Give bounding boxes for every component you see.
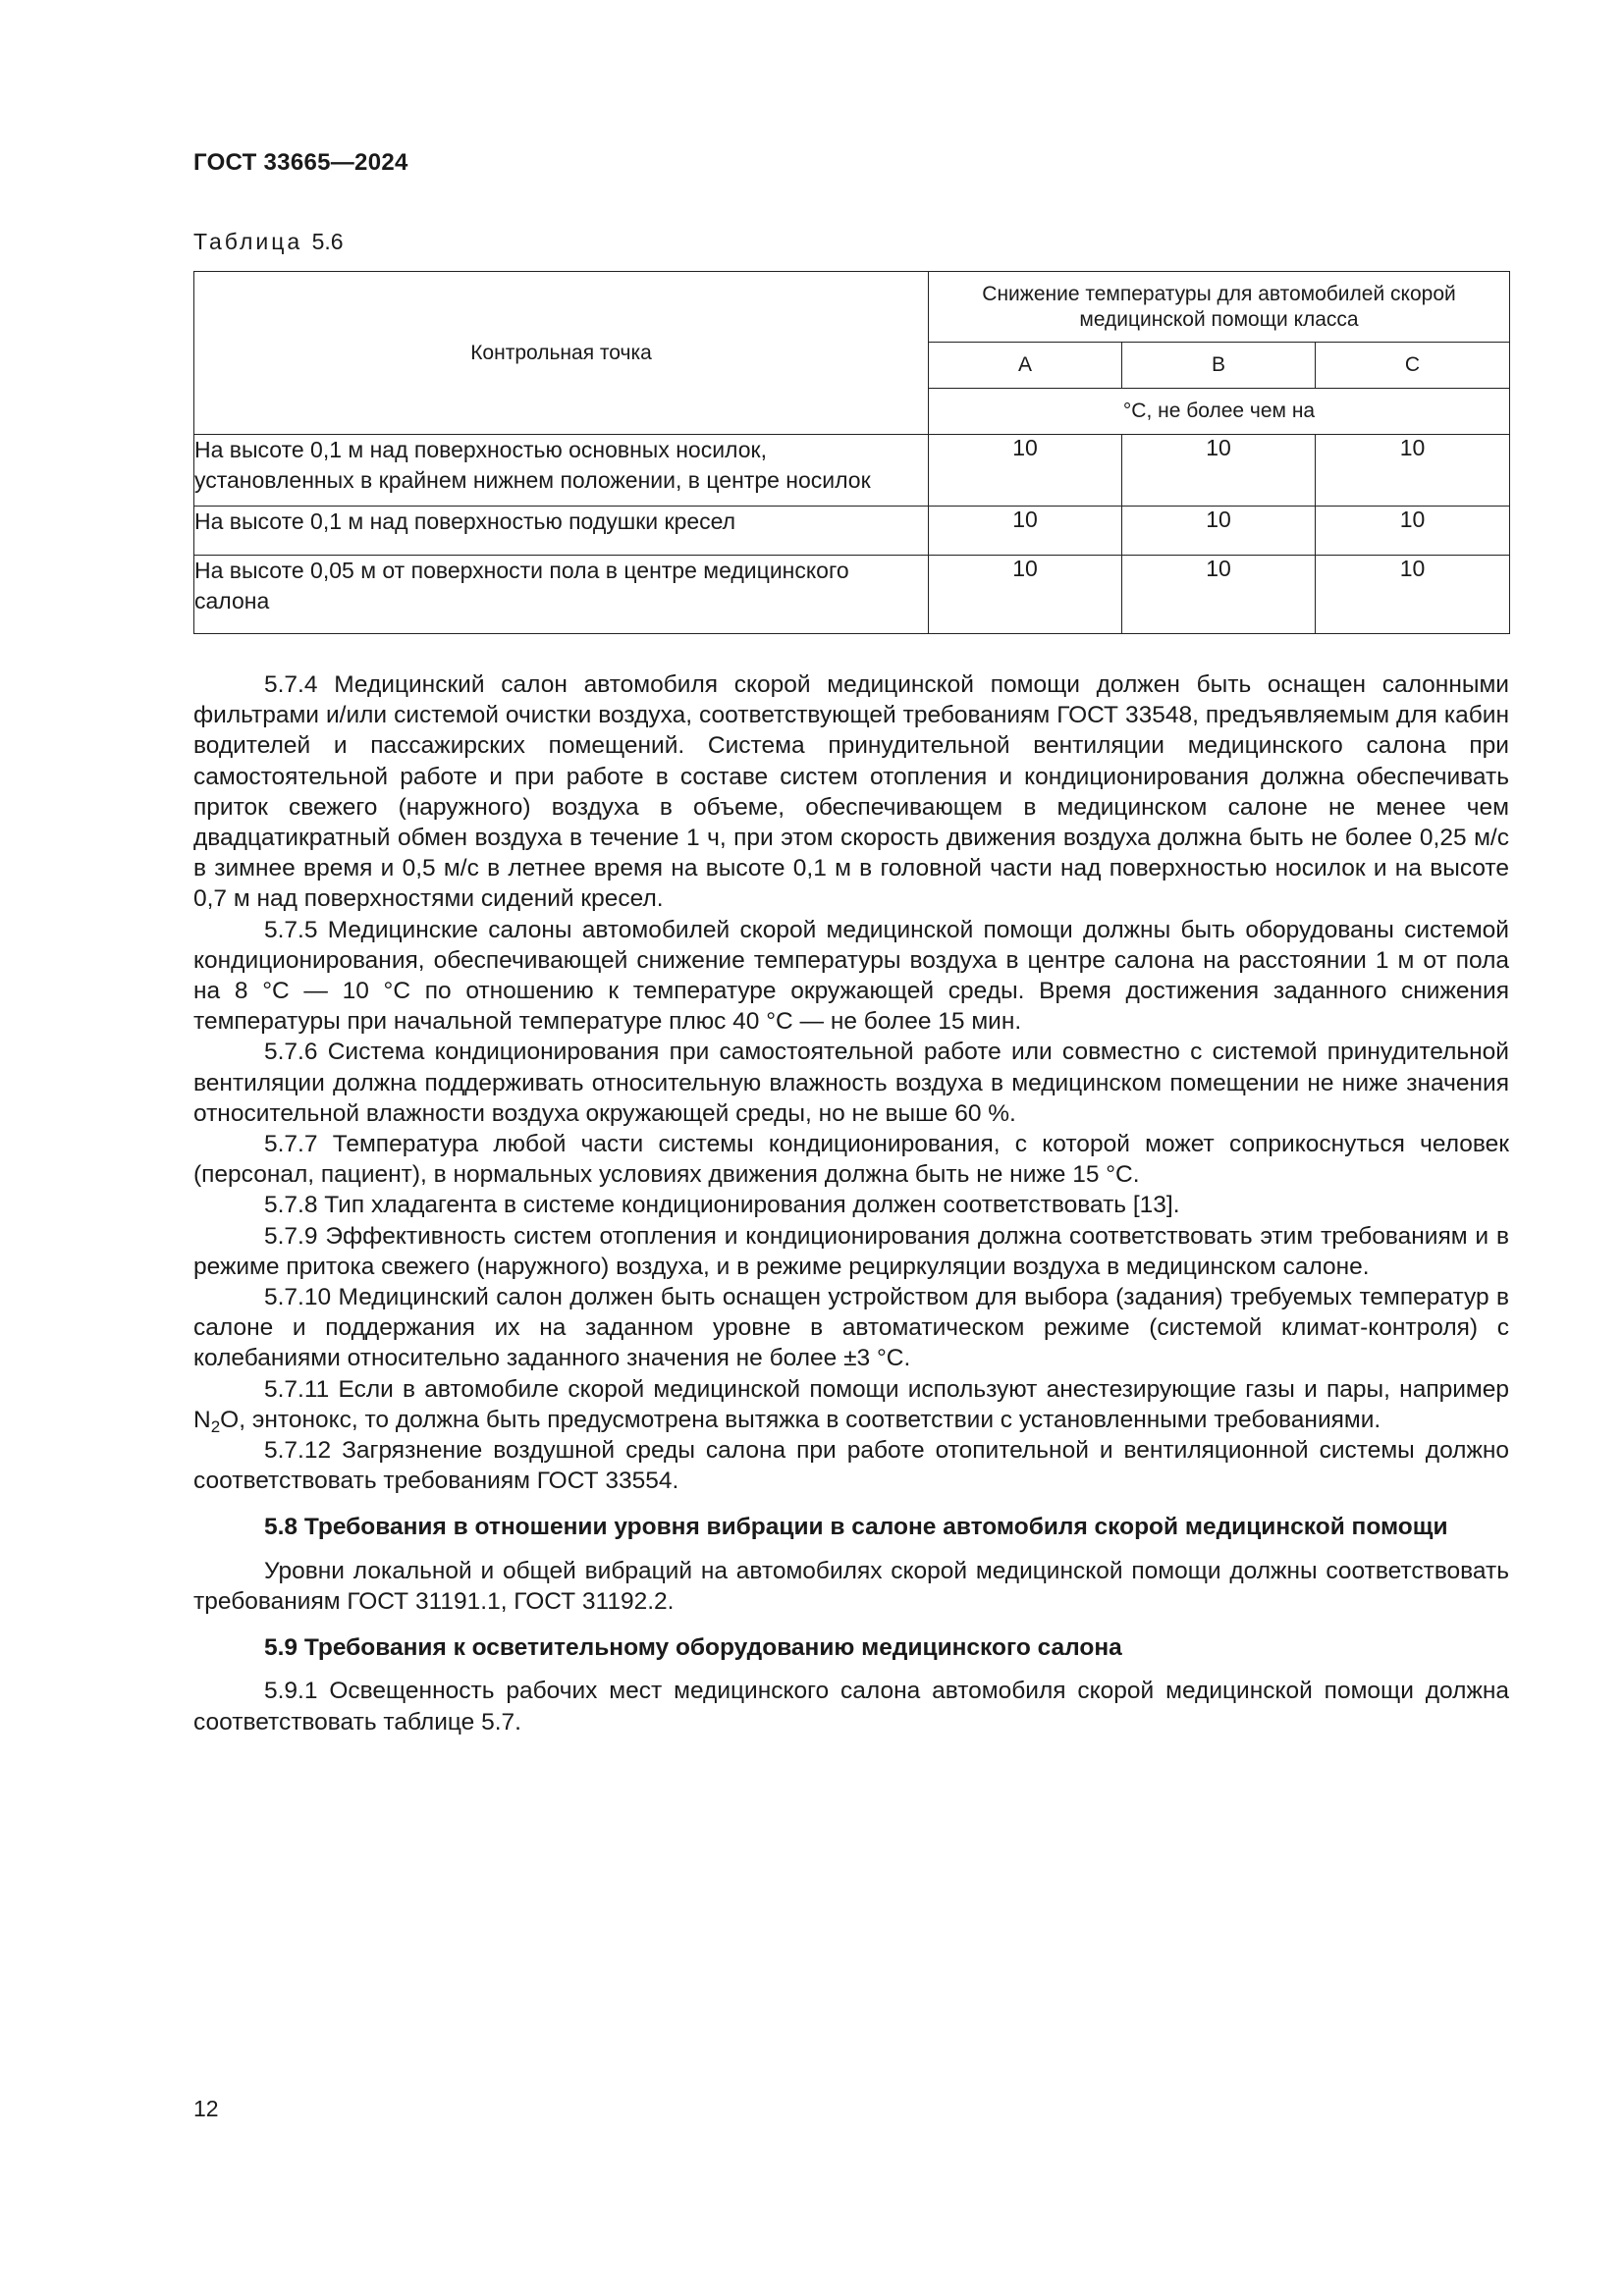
table-row <box>194 556 1510 634</box>
cell-class-b: 10 <box>1122 507 1316 556</box>
paragraph-5-7-6: 5.7.6 Система кондиционирования при самостоятельной работе или совместно с системой принудительной вентиляции должна поддерживать относительную влажность воздуха в медицинском помещении не ниже значения относительной влажности воздуха окружающей среды, но не выше 60 %. <box>193 1039 1509 1127</box>
paragraph-5-7-11-start: 5.7.11 Если в автомобиле скорой медицинской помощи используют анестезирующие газы и пары, например N <box>193 1375 1509 1433</box>
cell-class-c: 10 <box>1316 507 1510 556</box>
paragraph-5-7-4: 5.7.4 Медицинский салон автомобиля скорой медицинской помощи должен быть оснащен салонными фильтрами и/или системой очистки воздуха, соответствующей требованиям ГОСТ 33548, предъявляемым для кабин водителей и пассажирских помещений. Система принудительной вентиляции медицинского салона при самостоятельной работе и при работе в составе систем отопления и кондиционирования должна обеспечивать приток свежего (наружного) воздуха в объеме, обеспечивающем в медицинском салоне не менее чем двадцатикратный обмен воздуха в течение 1 ч, при этом скорость движения воздуха должна быть не более 0,25 м/с в зимнее время и 0,5 м/с в летнее время на высоте 0,1 м в головной части над поверхностью носилок и на высоте 0,7 м над поверхностями сидений кресел. <box>193 671 1509 913</box>
paragraph-5-7-10: 5.7.10 Медицинский салон должен быть оснащен устройством для выбора (задания) требуемых температур в салоне и поддержания их на заданном уровне в автоматическом режиме (системой климат-контроля) с колебаниями относительно заданного значения не более ±3 °С. <box>193 1284 1509 1372</box>
cell-class-a: 10 <box>929 556 1122 634</box>
paragraph-5-7-9: 5.7.9 Эффективность систем отопления и кондиционирования должна соответствовать этим требованиям и в режиме притока свежего (наружного) воздуха, и в режиме рециркуляции воздуха в медицинском салоне. <box>193 1222 1509 1280</box>
cell-class-c: 10 <box>1316 435 1510 507</box>
temperature-reduction-table <box>193 271 1510 634</box>
column-header-control-point: Контрольная точка <box>194 272 929 435</box>
table-caption-label: Таблица <box>193 229 303 254</box>
column-header-class-c: C <box>1316 343 1510 389</box>
paragraph-5-7-11-end: O, энтонокс, то должна быть предусмотрена вытяжка в соответствии с установленными требованиями. <box>220 1406 1381 1433</box>
section-heading-5-8: 5.8 Требования в отношении уровня вибрации в салоне автомобиля скорой медицинской помощи <box>264 1514 1448 1541</box>
cell-class-c: 10 <box>1316 556 1510 634</box>
document-header: ГОСТ 33665—2024 <box>193 149 408 176</box>
cell-class-a: 10 <box>929 507 1122 556</box>
paragraph-5-7-12: 5.7.12 Загрязнение воздушной среды салона при работе отопительной и вентиляционной системы должно соответствовать требованиям ГОСТ 33554. <box>193 1437 1509 1495</box>
table-row <box>194 507 1510 556</box>
paragraph-5-9-1: 5.9.1 Освещенность рабочих мест медицинского салона автомобиля скорой медицинской помощи должна соответствовать таблице 5.7. <box>193 1678 1509 1735</box>
paragraph-5-7-5: 5.7.5 Медицинские салоны автомобилей скорой медицинской помощи должны быть оборудованы системой кондиционирования, обеспечивающей снижение температуры воздуха в центре салона на расстоянии 1 м от пола на 8 °С — 10 °С по отношению к температуре окружающей среды. Время достижения заданного снижения температуры при начальной температуре плюс 40 °С — не более 15 мин. <box>193 916 1509 1036</box>
row-label: На высоте 0,05 м от поверхности пола в центре медицинского салона <box>194 556 929 634</box>
row-label: На высоте 0,1 м над поверхностью подушки кресел <box>194 507 929 556</box>
paragraph-5-7-11 <box>193 1374 1509 1435</box>
column-header-temperature-reduction: Снижение температуры для автомобилей скорой медицинской помощи класса <box>929 272 1510 343</box>
subscript-2: 2 <box>210 1416 221 1436</box>
section-heading-5-9: 5.9 Требования к осветительному оборудованию медицинского салона <box>264 1634 1122 1662</box>
paragraph-5-7-8: 5.7.8 Тип хладагента в системе кондиционирования должен соответствовать [13]. <box>264 1192 1180 1219</box>
column-header-class-a: A <box>929 343 1122 389</box>
body-text <box>193 669 1509 1737</box>
paragraph-5-8: Уровни локальной и общей вибраций на автомобилях скорой медицинской помощи должны соответствовать требованиям ГОСТ 31191.1, ГОСТ 31192.2. <box>193 1557 1509 1615</box>
table-caption-number: 5.6 <box>311 229 344 254</box>
paragraph-5-7-7: 5.7.7 Температура любой части системы кондиционирования, с которой может соприкоснуться человек (персонал, пациент), в нормальных условиях движения должна быть не ниже 15 °С. <box>193 1131 1509 1189</box>
column-header-class-b: B <box>1122 343 1316 389</box>
table-row <box>194 435 1510 507</box>
table-caption <box>193 229 344 255</box>
cell-class-b: 10 <box>1122 435 1316 507</box>
table-header-row <box>194 272 1510 343</box>
row-label: На высоте 0,1 м над поверхностью основных носилок, установленных в крайнем нижнем положении, в центре носилок <box>194 435 929 507</box>
column-header-unit: °С, не более чем на <box>929 389 1510 435</box>
page-number: 12 <box>193 2096 219 2121</box>
cell-class-a: 10 <box>929 435 1122 507</box>
cell-class-b: 10 <box>1122 556 1316 634</box>
